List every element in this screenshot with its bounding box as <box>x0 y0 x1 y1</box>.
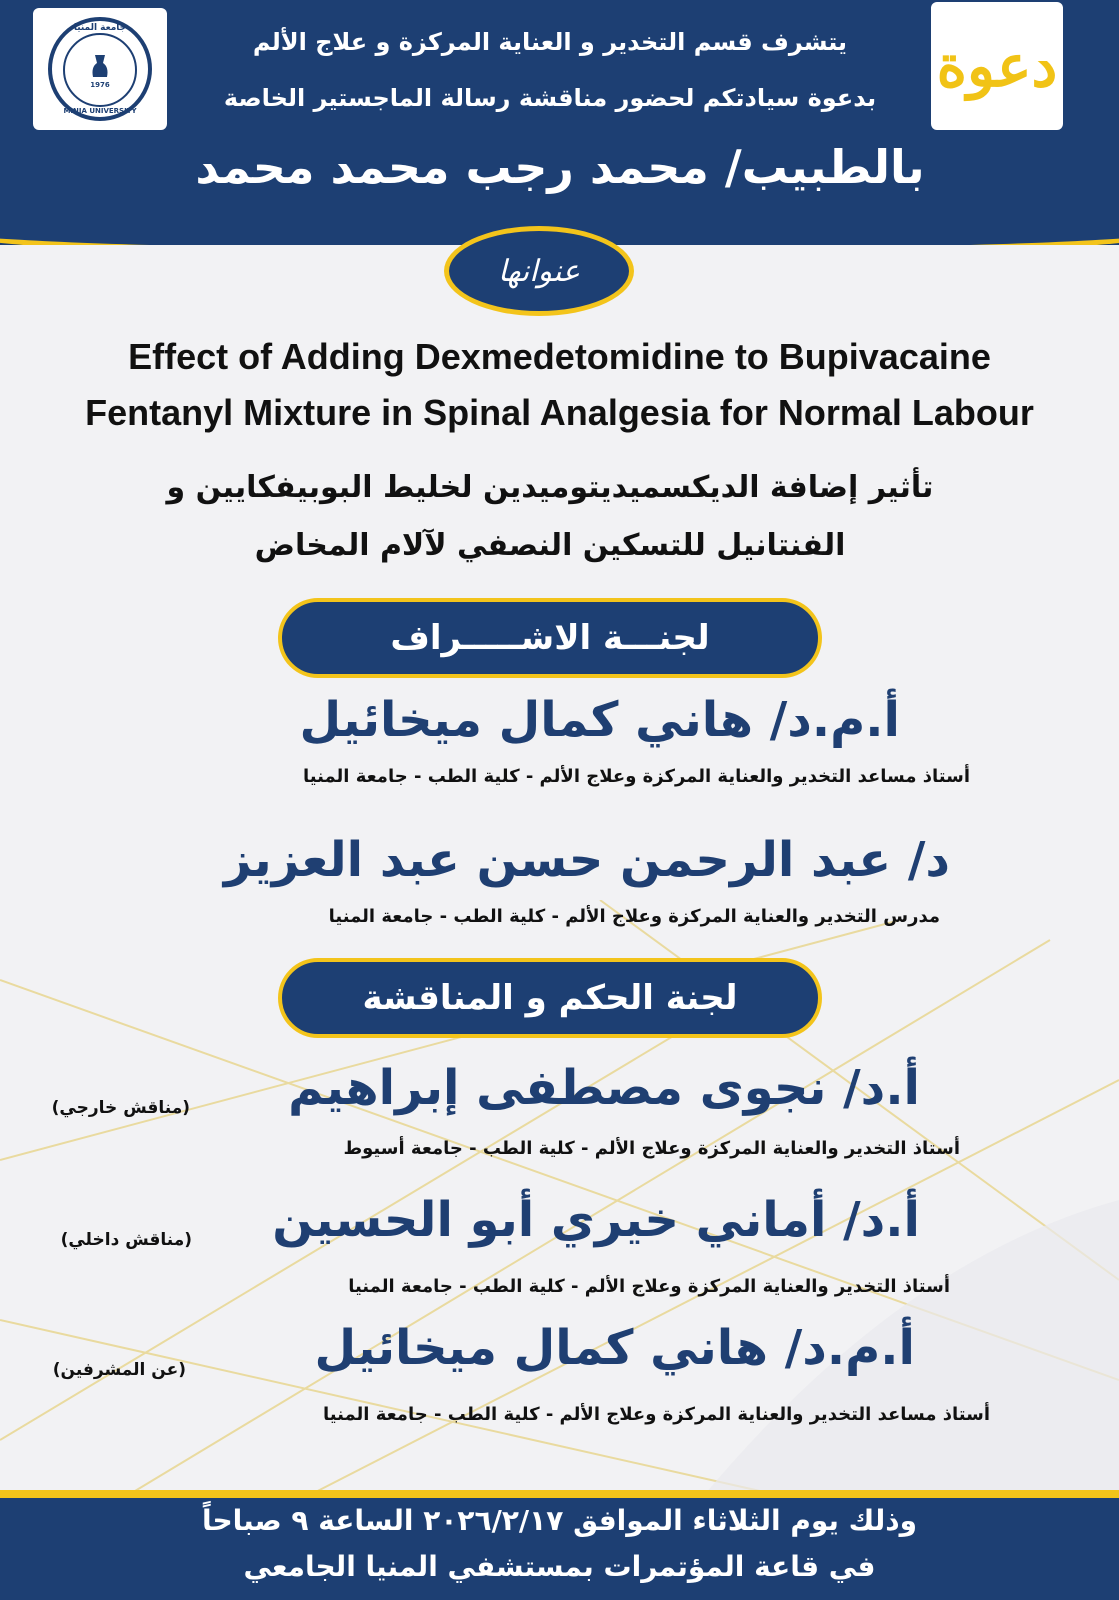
header-line-1: يتشرف قسم التخدير و العناية المركزة و علاج الألم <box>252 28 848 56</box>
supervisor-2-role: مدرس التخدير والعناية المركزة وعلاج الألم - كلية الطب - جامعة المنيا <box>328 906 940 927</box>
university-seal-icon <box>48 17 152 121</box>
examiner-1-role: أستاذ التخدير والعناية المركزة وعلاج الألم - كلية الطب - جامعة أسيوط <box>343 1138 960 1159</box>
supervisor-2-name: د/ عبد الرحمن حسن عبد العزيز <box>223 832 950 888</box>
student-name: بالطبيب/ محمد رجب محمد محمد <box>195 140 925 194</box>
invitation-logo: دعوة <box>936 32 1058 100</box>
thesis-title-english-1: Effect of Adding Dexmedetomidine to Bupivacaine <box>128 336 991 377</box>
seal-arabic-text: جامعة المنيا <box>73 23 127 33</box>
title-badge-label: عنوانها <box>497 253 581 289</box>
examination-heading-pill <box>278 958 822 1038</box>
footer-venue-line: في قاعة المؤتمرات بمستشفي المنيا الجامعي <box>243 1550 876 1583</box>
invitation-logo-card <box>931 2 1063 130</box>
title-badge <box>444 226 634 316</box>
nefertiti-icon <box>85 51 115 81</box>
thesis-title-english-2: Fentanyl Mixture in Spinal Analgesia for Normal Labour <box>85 392 1034 433</box>
supervisor-1-role: أستاذ مساعد التخدير والعناية المركزة وعلاج الألم - كلية الطب - جامعة المنيا <box>303 766 970 787</box>
supervisor-1-name: أ.م.د/ هاني كمال ميخائيل <box>299 692 900 748</box>
examiner-2-role: أستاذ التخدير والعناية المركزة وعلاج الألم - كلية الطب - جامعة المنيا <box>348 1276 950 1297</box>
examiner-1-tag: (مناقش خارجي) <box>51 1098 190 1118</box>
header-line-2: بدعوة سيادتكم لحضور مناقشة رسالة الماجستير الخاصة <box>223 84 877 112</box>
footer-date-line: وذلك يوم الثلاثاء الموافق ٢٠٢٦/٢/١٧ الساعة ٩ صباحاً <box>201 1504 918 1537</box>
university-logo-card <box>33 8 167 130</box>
examiner-3-role: أستاذ مساعد التخدير والعناية المركزة وعلاج الألم - كلية الطب - جامعة المنيا <box>323 1404 990 1425</box>
seal-year: 1976 <box>90 81 110 89</box>
supervision-heading-pill <box>278 598 822 678</box>
seal-english-text: MINIA UNIVERSITY <box>63 107 137 115</box>
examination-heading: لجنة الحكم و المناقشة <box>362 978 738 1018</box>
examiner-2-tag: (مناقش داخلي) <box>60 1230 192 1250</box>
thesis-title-arabic-1: تأثير إضافة الديكسميديتوميدين لخليط البوبيفكايين و <box>166 470 934 505</box>
examiner-3-name: أ.م.د/ هاني كمال ميخائيل <box>314 1320 915 1376</box>
thesis-title-arabic-2: الفنتانيل للتسكين النصفي لآلام المخاض <box>254 528 846 563</box>
examiner-1-name: أ.د/ نجوى مصطفى إبراهيم <box>288 1060 920 1116</box>
examiner-2-name: أ.د/ أماني خيري أبو الحسين <box>272 1192 920 1248</box>
examiner-3-tag: (عن المشرفين) <box>52 1360 186 1380</box>
supervision-heading: لجنـــة الاشـــــراف <box>390 618 710 658</box>
